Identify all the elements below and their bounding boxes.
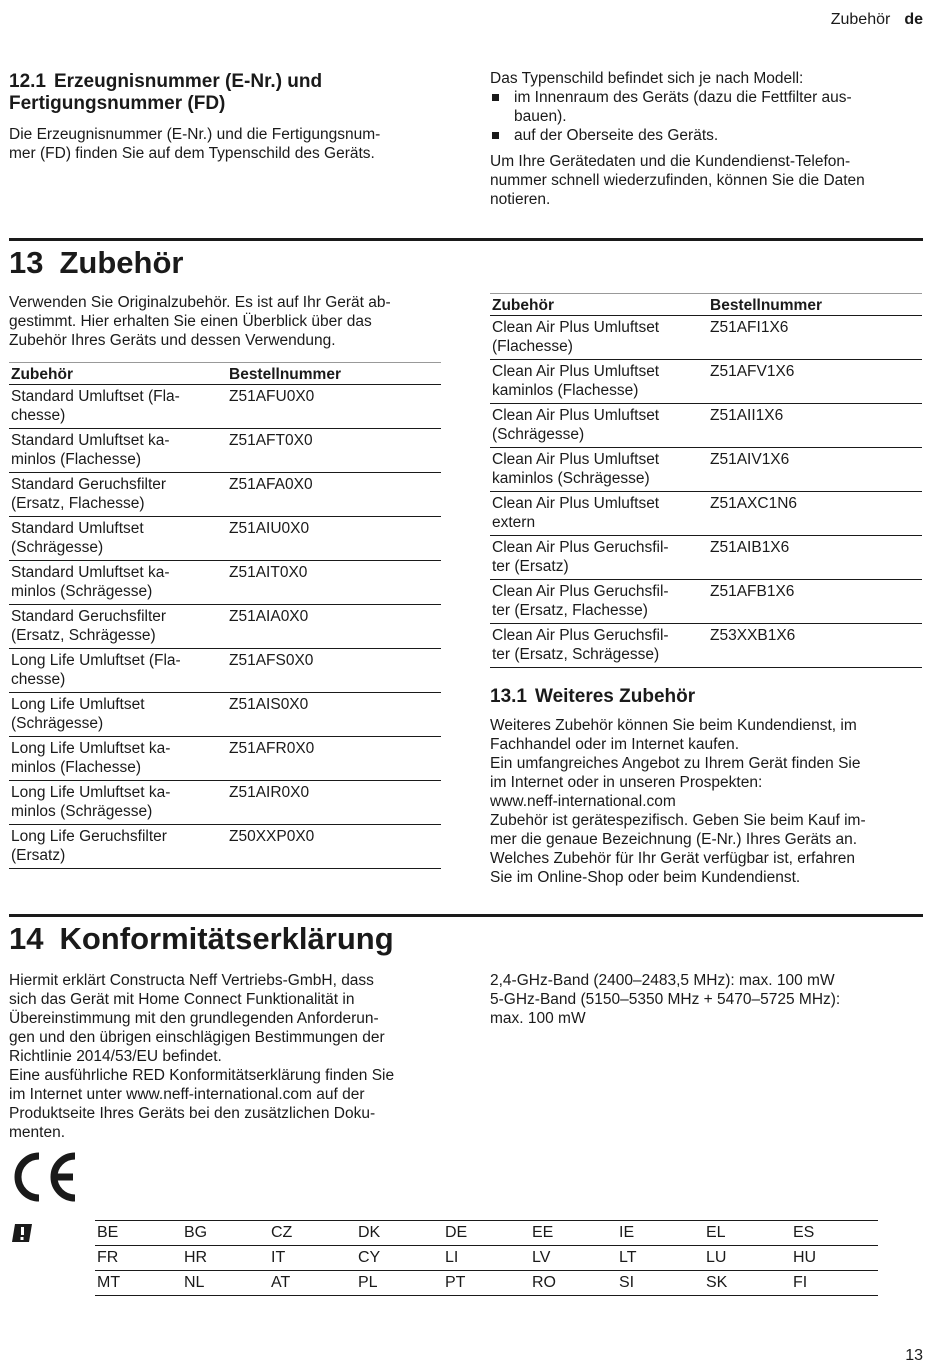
country-code: DK bbox=[356, 1221, 443, 1246]
country-code: AT bbox=[269, 1271, 356, 1296]
order-number: Z51AFS0X0 bbox=[227, 649, 441, 693]
country-code: BE bbox=[95, 1221, 182, 1246]
accessory-name: Clean Air Plus Umluftset kaminlos (Flachesse) bbox=[490, 360, 708, 404]
order-number: Z51AFB1X6 bbox=[708, 580, 922, 624]
restriction-warning-icon bbox=[10, 1222, 34, 1244]
section-14-rule bbox=[9, 914, 923, 917]
table-row bbox=[9, 649, 441, 693]
accessory-name: Standard Geruchsfilter (Ersatz, Schrägesse) bbox=[9, 605, 227, 649]
country-code: NL bbox=[182, 1271, 269, 1296]
order-number: Z51AIU0X0 bbox=[227, 517, 441, 561]
accessory-name: Standard Umluftset (Fla- chesse) bbox=[9, 385, 227, 429]
country-code: IE bbox=[617, 1221, 704, 1246]
accessory-name: Long Life Geruchsfilter (Ersatz) bbox=[9, 825, 227, 869]
typeplate-intro: Das Typenschild befindet sich je nach Modell: bbox=[490, 70, 804, 87]
accessory-name: Standard Geruchsfilter (Ersatz, Flachesse) bbox=[9, 473, 227, 517]
country-table bbox=[95, 1220, 878, 1296]
order-number: Z51AFA0X0 bbox=[227, 473, 441, 517]
col-accessory: Zubehör bbox=[9, 363, 227, 385]
country-row bbox=[95, 1246, 878, 1271]
section-12-1 bbox=[9, 71, 441, 163]
table-row bbox=[490, 536, 922, 580]
order-number: Z51AII1X6 bbox=[708, 404, 922, 448]
header-lang: de bbox=[904, 11, 923, 28]
typeplate-bullet-1: im Innenraum des Geräts (dazu die Fettfilter aus- bauen). bbox=[490, 88, 922, 126]
typeplate-info bbox=[490, 69, 922, 209]
website-link: www.neff-international.com bbox=[490, 793, 676, 810]
order-number: Z51AFV1X6 bbox=[708, 360, 922, 404]
country-code: RO bbox=[530, 1271, 617, 1296]
section-13-1-heading: 13.1 Weiteres Zubehör bbox=[490, 686, 696, 707]
section-13-rule bbox=[9, 238, 923, 241]
accessory-name: Long Life Umluftset ka- minlos (Flachesse) bbox=[9, 737, 227, 781]
country-code: IT bbox=[269, 1246, 356, 1271]
accessory-name: Clean Air Plus Umluftset extern bbox=[490, 492, 708, 536]
accessory-name: Clean Air Plus Umluftset kaminlos (Schrägesse) bbox=[490, 448, 708, 492]
accessory-name: Long Life Umluftset (Schrägesse) bbox=[9, 693, 227, 737]
table-row bbox=[490, 448, 922, 492]
typeplate-bullet-2: auf der Oberseite des Geräts. bbox=[490, 126, 922, 145]
section-14-heading: 14 Konformitätserklärung bbox=[9, 921, 394, 956]
order-number: Z51AIT0X0 bbox=[227, 561, 441, 605]
section-13-intro: Verwenden Sie Originalzubehör. Es ist auf Ihr Gerät ab- gestimmt. Hier erhalten Sie einen Überblick über das Zubehör Ihres Geräts und dessen Verwendung. bbox=[9, 294, 391, 349]
country-code: LI bbox=[443, 1246, 530, 1271]
country-code: SK bbox=[704, 1271, 791, 1296]
table-row bbox=[490, 360, 922, 404]
table-row bbox=[9, 605, 441, 649]
country-code: MT bbox=[95, 1271, 182, 1296]
col-order-number: Bestellnummer bbox=[227, 363, 441, 385]
ce-mark-icon bbox=[9, 1152, 79, 1202]
page-number: 13 bbox=[905, 1347, 923, 1364]
country-code: BG bbox=[182, 1221, 269, 1246]
country-code: LT bbox=[617, 1246, 704, 1271]
section-12-1-heading: 12.1 Erzeugnisnummer (E-Nr.) und Fertigungsnummer (FD) bbox=[9, 71, 323, 114]
country-code: EL bbox=[704, 1221, 791, 1246]
table-row bbox=[490, 404, 922, 448]
radio-bands-text: 2,4-GHz-Band (2400–2483,5 MHz): max. 100 mW 5-GHz-Band (5150–5350 MHz + 5470–5725 MHz): max. 100 mW bbox=[490, 972, 841, 1027]
order-number: Z51AIR0X0 bbox=[227, 781, 441, 825]
order-number: Z51AIV1X6 bbox=[708, 448, 922, 492]
table-row bbox=[9, 825, 441, 869]
table-row bbox=[9, 385, 441, 429]
country-row bbox=[95, 1221, 878, 1246]
country-code: PT bbox=[443, 1271, 530, 1296]
country-code: LV bbox=[530, 1246, 617, 1271]
table-row bbox=[9, 517, 441, 561]
country-code: CZ bbox=[269, 1221, 356, 1246]
table-row bbox=[490, 316, 922, 360]
order-number: Z51AFU0X0 bbox=[227, 385, 441, 429]
order-number: Z51AXC1N6 bbox=[708, 492, 922, 536]
accessory-name: Standard Umluftset ka- minlos (Flachesse) bbox=[9, 429, 227, 473]
table-row bbox=[490, 492, 922, 536]
accessory-name: Standard Umluftset ka- minlos (Schrägesse) bbox=[9, 561, 227, 605]
accessory-name: Clean Air Plus Umluftset (Schrägesse) bbox=[490, 404, 708, 448]
order-number: Z51AIS0X0 bbox=[227, 693, 441, 737]
country-code: HR bbox=[182, 1246, 269, 1271]
country-code: EE bbox=[530, 1221, 617, 1246]
country-code: SI bbox=[617, 1271, 704, 1296]
running-header bbox=[831, 10, 923, 29]
col-order-number: Bestellnummer bbox=[708, 294, 922, 316]
table-row bbox=[9, 561, 441, 605]
accessory-name: Standard Umluftset (Schrägesse) bbox=[9, 517, 227, 561]
table-row bbox=[490, 624, 922, 668]
header-section: Zubehör bbox=[830, 11, 891, 28]
accessory-name: Clean Air Plus Geruchsfil- ter (Ersatz, Flachesse) bbox=[490, 580, 708, 624]
table-row bbox=[9, 781, 441, 825]
table-row bbox=[9, 429, 441, 473]
accessory-name: Clean Air Plus Umluftset (Flachesse) bbox=[490, 316, 708, 360]
country-code: FI bbox=[791, 1271, 878, 1296]
order-number: Z51AFI1X6 bbox=[708, 316, 922, 360]
country-code: LU bbox=[704, 1246, 791, 1271]
country-code: HU bbox=[791, 1246, 878, 1271]
accessories-table-right bbox=[490, 293, 922, 668]
accessories-table-left bbox=[9, 362, 441, 869]
table-row bbox=[9, 473, 441, 517]
accessory-name: Long Life Umluftset (Fla- chesse) bbox=[9, 649, 227, 693]
table-row bbox=[9, 693, 441, 737]
col-accessory: Zubehör bbox=[490, 294, 708, 316]
order-number: Z50XXP0X0 bbox=[227, 825, 441, 869]
conformity-text: Hiermit erklärt Constructa Neff Vertriebs-GmbH, dass sich das Gerät mit Home Connect Funktionalität in Übereinstimmung mit den grundlegenden Anforderun- gen und den übrigen einschlägigen Bestimmungen der Richtlinie 2014/53/EU befindet. Eine ausführliche RED Konformitätserklärung finden Sie im Internet unter www.neff-international.com auf der Produktseite Ihres Geräts bei den zusätzlichen Doku- menten. bbox=[9, 972, 395, 1141]
order-number: Z51AIB1X6 bbox=[708, 536, 922, 580]
accessory-name: Clean Air Plus Geruchsfil- ter (Ersatz) bbox=[490, 536, 708, 580]
section-13-1 bbox=[490, 686, 922, 887]
table-row bbox=[490, 580, 922, 624]
order-number: Z51AFT0X0 bbox=[227, 429, 441, 473]
country-code: FR bbox=[95, 1246, 182, 1271]
accessory-name: Long Life Umluftset ka- minlos (Schrägesse) bbox=[9, 781, 227, 825]
section-12-1-text: Die Erzeugnisnummer (E-Nr.) und die Fertigungsnum- mer (FD) finden Sie auf dem Typenschild des Geräts. bbox=[9, 126, 381, 162]
typeplate-note: Um Ihre Gerätedaten und die Kundendienst-Telefon- nummer schnell wiederzufinden, können Sie die Daten notieren. bbox=[490, 153, 865, 208]
order-number: Z51AIA0X0 bbox=[227, 605, 441, 649]
section-13-1-text: Weiteres Zubehör können Sie beim Kundendienst, im Fachhandel oder im Internet kaufen. Ein umfangreiches Angebot zu Ihrem Gerät finden Sie im Internet oder in unseren Prospekten: www.neff-international.com Zubehör ist gerätespezifisch. Geben Sie beim Kauf im- mer die genaue Bezeichnung (E-Nr.) Ihres Geräts an. Welches Zubehör für Ihr Gerät verfügbar ist, erfahren Sie im Online-Shop oder beim Kundendienst. bbox=[490, 717, 866, 886]
country-code: DE bbox=[443, 1221, 530, 1246]
country-code: CY bbox=[356, 1246, 443, 1271]
accessory-name: Clean Air Plus Geruchsfil- ter (Ersatz, Schrägesse) bbox=[490, 624, 708, 668]
section-13-heading: 13 Zubehör bbox=[9, 245, 184, 280]
order-number: Z53XXB1X6 bbox=[708, 624, 922, 668]
country-row bbox=[95, 1271, 878, 1296]
order-number: Z51AFR0X0 bbox=[227, 737, 441, 781]
table-row bbox=[9, 737, 441, 781]
country-code: ES bbox=[791, 1221, 878, 1246]
country-code: PL bbox=[356, 1271, 443, 1296]
